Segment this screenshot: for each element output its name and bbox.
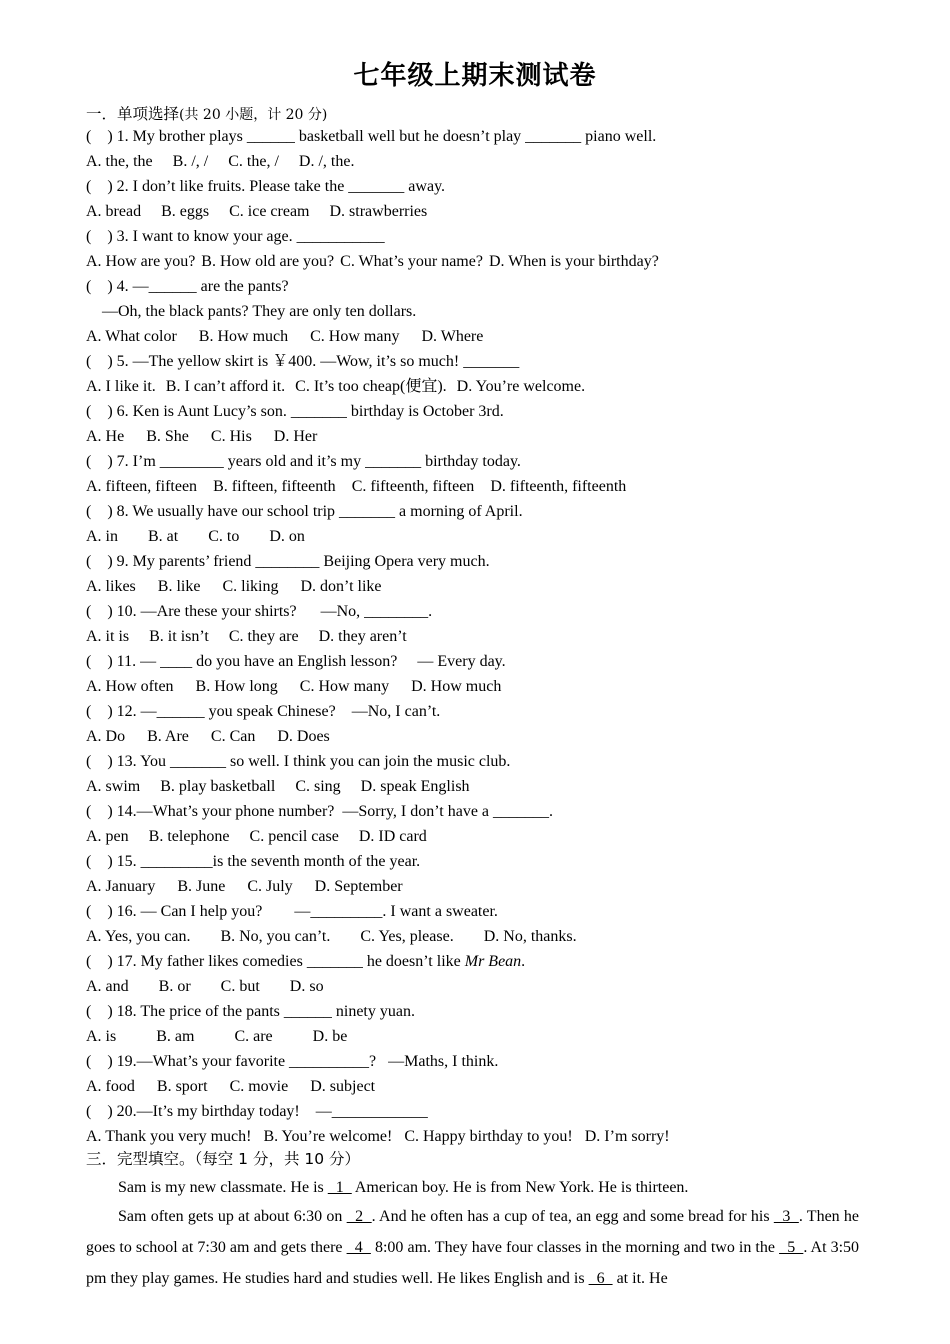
cloze-blank-1: 1 [327, 1179, 352, 1196]
option-c[interactable]: C. liking [222, 578, 279, 595]
option-c[interactable]: C. Yes, please. [360, 928, 454, 945]
option-a[interactable]: A. it is [86, 628, 130, 645]
option-a[interactable]: A. food [86, 1078, 135, 1095]
option-a[interactable]: A. He [86, 428, 125, 445]
option-b[interactable]: B. No, you can’t. [220, 928, 331, 945]
option-d[interactable]: D. No, thanks. [483, 928, 577, 945]
question-9-stem: ( ) 9. My parents’ friend ________ Beijing Opera very much. [86, 553, 490, 570]
option-d[interactable]: D. /, the. [298, 153, 355, 170]
option-b[interactable]: B. /, / [172, 153, 209, 170]
question-5-options [86, 377, 585, 397]
question-4-stem-line-2: —Oh, the black pants? They are only ten dollars. [102, 303, 417, 320]
option-d[interactable]: D. strawberries [329, 203, 428, 220]
option-d[interactable]: D. they aren’t [318, 628, 407, 645]
option-c[interactable]: C. Happy birthday to you! [404, 1128, 573, 1145]
question-9-options [86, 577, 382, 597]
cloze-paragraph-1: Sam is my new classmate. He is 1 American boy. He is from New York. He is thirteen. [118, 1179, 689, 1196]
question-17-stem: ( ) 17. My father likes comedies _______ he doesn’t like Mr Bean. [86, 953, 526, 970]
question-6-options [86, 427, 317, 447]
option-b[interactable]: B. June [177, 878, 226, 895]
option-a[interactable]: A. the, the [86, 153, 153, 170]
question-10-options [86, 627, 407, 647]
option-b[interactable]: B. How long [195, 678, 278, 695]
option-c[interactable]: C. they are [228, 628, 299, 645]
option-b[interactable]: B. sport [156, 1078, 208, 1095]
option-d[interactable]: D. Does [277, 728, 330, 745]
option-d[interactable]: D. be [312, 1028, 348, 1045]
option-a[interactable]: A. likes [86, 578, 136, 595]
section-note: (共 20 小题，计 20 分) [179, 107, 328, 123]
option-a[interactable]: A. I like it. [86, 378, 156, 395]
question-3-stem: ( ) 3. I want to know your age. ___________ [86, 228, 385, 245]
option-a[interactable]: A. fifteen, fifteen [86, 478, 198, 495]
option-c[interactable]: C. ice cream [229, 203, 310, 220]
option-b[interactable]: B. at [148, 528, 179, 545]
option-b[interactable]: B. Are [147, 728, 189, 745]
option-a[interactable]: A. swim [86, 778, 141, 795]
option-b[interactable]: B. telephone [148, 828, 230, 845]
option-d[interactable]: D. subject [310, 1078, 376, 1095]
option-d[interactable]: D. Her [273, 428, 318, 445]
question-14-stem: ( ) 14.—What’s your phone number? —Sorry, I don’t have a _______. [86, 803, 554, 820]
question-15-stem: ( ) 15. _________is the seventh month of the year. [86, 853, 421, 870]
cloze-blank-4: 4 [346, 1239, 371, 1256]
cloze-blank-6: 6 [588, 1270, 613, 1287]
question-7-stem: ( ) 7. I’m ________ years old and it’s my _______ birthday today. [86, 453, 521, 470]
question-4-options [86, 327, 483, 347]
option-b[interactable]: B. I can’t afford it. [165, 378, 286, 395]
question-15-options [86, 877, 403, 897]
option-b[interactable]: B. eggs [161, 203, 210, 220]
option-a[interactable]: A. and [86, 978, 129, 995]
option-d[interactable]: D. When is your birthday? [488, 253, 659, 270]
question-8-options [86, 527, 305, 547]
option-a[interactable]: A. How often [86, 678, 174, 695]
option-a[interactable]: A. Do [86, 728, 126, 745]
cloze-blank-5: 5 [779, 1239, 804, 1256]
option-c[interactable]: C. How many [310, 328, 400, 345]
option-b[interactable]: B. She [146, 428, 189, 445]
question-2-options [86, 202, 427, 222]
option-b[interactable]: B. am [156, 1028, 195, 1045]
option-c[interactable]: C. It’s too cheap(便宜). [295, 378, 447, 395]
question-6-stem: ( ) 6. Ken is Aunt Lucy’s son. _______ birthday is October 3rd. [86, 403, 504, 420]
option-d[interactable]: D. How much [411, 678, 502, 695]
option-b[interactable]: B. fifteen, fifteenth [213, 478, 336, 495]
cloze-blank-2: 2 [346, 1208, 372, 1225]
option-d[interactable]: D. Where [421, 328, 484, 345]
section-heading-single-choice [86, 102, 327, 124]
option-c[interactable]: C. His [210, 428, 252, 445]
option-b[interactable]: B. How much [198, 328, 289, 345]
question-10-stem: ( ) 10. —Are these your shirts? —No, ________. [86, 603, 433, 620]
question-3-options [86, 252, 659, 272]
option-a[interactable]: A. Thank you very much! [86, 1128, 252, 1145]
question-11-stem: ( ) 11. — ____ do you have an English lesson? — Every day. [86, 653, 506, 670]
section-label: 一．单项选择 [86, 105, 180, 123]
option-a[interactable]: A. Yes, you can. [86, 928, 191, 945]
option-b[interactable]: B. it isn’t [149, 628, 209, 645]
question-20-options [86, 1127, 670, 1147]
question-12-options [86, 727, 330, 747]
option-a[interactable]: A. How are you? [86, 253, 196, 270]
option-b[interactable]: B. like [157, 578, 201, 595]
option-c[interactable]: C. but [220, 978, 260, 995]
question-11-options [86, 677, 501, 697]
option-d[interactable]: D. September [314, 878, 403, 895]
option-a[interactable]: A. is [86, 1028, 117, 1045]
option-d[interactable]: D. so [289, 978, 324, 995]
option-d[interactable]: D. fifteenth, fifteenth [490, 478, 627, 495]
question-13-stem: ( ) 13. You _______ so well. I think you can join the music club. [86, 753, 511, 770]
option-c[interactable]: C. fifteenth, fifteen [351, 478, 475, 495]
option-b[interactable]: B. You’re welcome! [263, 1128, 393, 1145]
question-4-stem: ( ) 4. —______ are the pants? [86, 278, 289, 295]
option-c[interactable]: C. pencil case [249, 828, 339, 845]
question-5-stem: ( ) 5. —The yellow skirt is ￥400. —Wow, it’s so much! _______ [86, 353, 520, 370]
option-d[interactable]: D. You’re welcome. [456, 378, 586, 395]
option-c[interactable]: C. the, / [228, 153, 279, 170]
option-c[interactable]: C. are [234, 1028, 273, 1045]
option-c[interactable]: C. How many [299, 678, 390, 695]
question-18-stem: ( ) 18. The price of the pants ______ ninety yuan. [86, 1003, 415, 1020]
question-12-stem: ( ) 12. —______ you speak Chinese? —No, I can’t. [86, 703, 441, 720]
option-d[interactable]: D. don’t like [300, 578, 382, 595]
question-2-stem: ( ) 2. I don’t like fruits. Please take the _______ away. [86, 178, 446, 195]
question-13-options [86, 777, 470, 797]
question-1-options [86, 152, 354, 172]
option-a[interactable]: A. in [86, 528, 118, 545]
option-a[interactable]: A. pen [86, 828, 129, 845]
cloze-paragraph-2: Sam often gets up at about 6:30 on 2 . And he often has a cup of tea, an egg and some bread for his 3 . Then he goes to school at 7:30 am and gets there 4 8:00 am. They have four classes in the morning and two in the 5 . At 3:50 pm they play games. He studies hard and studies well. He likes English and is 6 at it. He [86, 1208, 860, 1287]
option-c[interactable]: C. sing [295, 778, 341, 795]
question-7-options [86, 477, 626, 497]
page-title: 七年级上期末测试卷 [353, 61, 597, 91]
option-d[interactable]: D. speak English [360, 778, 470, 795]
option-a[interactable]: A. January [86, 878, 156, 895]
option-c[interactable]: C. July [247, 878, 293, 895]
option-d[interactable]: D. I’m sorry! [584, 1128, 670, 1145]
question-8-stem: ( ) 8. We usually have our school trip _______ a morning of April. [86, 503, 523, 520]
option-a[interactable]: A. What color [86, 328, 177, 345]
question-16-stem: ( ) 16. — Can I help you? —_________. I want a sweater. [86, 903, 498, 920]
option-c[interactable]: C. Can [210, 728, 256, 745]
question-1-stem: ( ) 1. My brother plays ______ basketball well but he doesn’t play _______ piano well. [86, 128, 657, 145]
option-b[interactable]: B. play basketball [160, 778, 276, 795]
option-b[interactable]: B. How old are you? [201, 253, 335, 270]
option-a[interactable]: A. bread [86, 203, 142, 220]
option-c[interactable]: C. to [208, 528, 240, 545]
question-16-options [86, 927, 577, 947]
question-19-options [86, 1077, 375, 1097]
cloze-blank-3: 3 [773, 1208, 799, 1225]
option-d[interactable]: D. on [269, 528, 305, 545]
option-b[interactable]: B. or [158, 978, 191, 995]
question-18-options [86, 1027, 347, 1047]
question-17-options [86, 977, 324, 997]
question-20-stem: ( ) 20.—It’s my birthday today! —____________ [86, 1103, 428, 1120]
section-heading-cloze: 三．完型填空。（每空 1 分，共 10 分） [86, 1150, 361, 1168]
question-19-stem: ( ) 19.—What’s your favorite __________? —Maths, I think. [86, 1053, 499, 1070]
question-14-options [86, 827, 427, 847]
option-d[interactable]: D. ID card [358, 828, 427, 845]
option-c[interactable]: C. movie [229, 1078, 289, 1095]
option-c[interactable]: C. What’s your name? [340, 253, 483, 270]
